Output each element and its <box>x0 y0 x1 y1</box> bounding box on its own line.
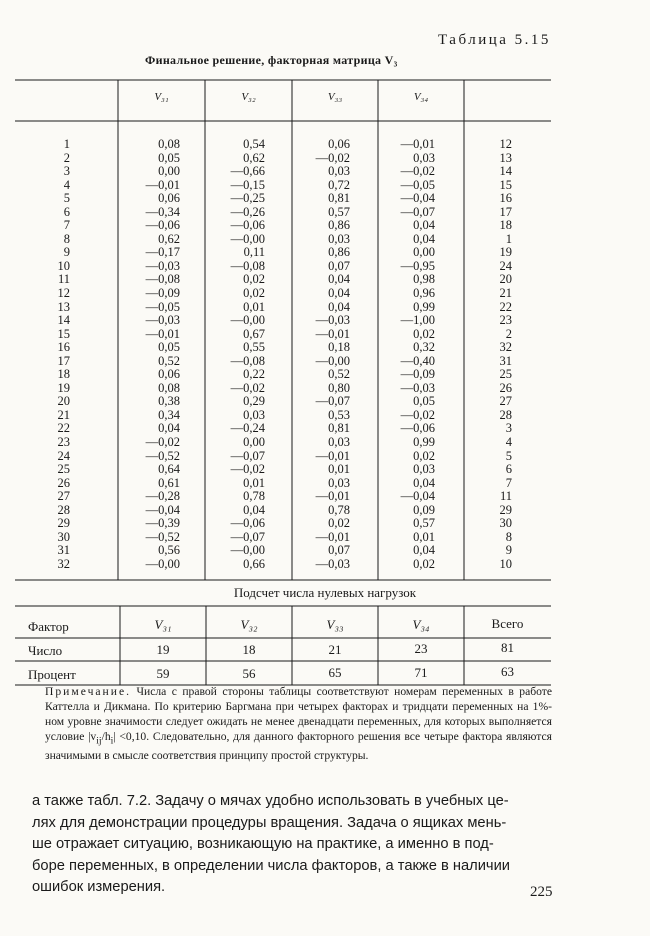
loading-v33: 0,18 <box>328 340 350 355</box>
loading-v33: —0,01 <box>315 529 350 544</box>
loading-v34: 0,02 <box>413 326 435 341</box>
note-text: Числа с правой стороны таблицы соответствуют номерам переменных в работе Каттелла и Дикмана. По критерию Баргмана при четырех факторах и тридцати переменных на 1%-ном уровне значимости следует ожидать не менее двенадцати переменных, для которых выполняется условие |v <box>45 685 552 743</box>
loading-v31: —0,17 <box>145 245 180 260</box>
row-index: 23 <box>57 435 70 450</box>
var-number: 4 <box>505 435 512 450</box>
loading-v31: 0,52 <box>158 353 180 368</box>
loading-v31: —0,05 <box>145 299 180 314</box>
loading-v34: 0,57 <box>413 516 435 531</box>
loading-v33: 0,04 <box>328 286 350 301</box>
row-index: 2 <box>63 150 70 165</box>
row-index: 10 <box>57 258 70 273</box>
loading-v33: 0,57 <box>328 204 350 219</box>
table-title: Финальное решение, факторная матрица V₃ <box>145 53 398 67</box>
loading-v32: 0,00 <box>243 435 265 450</box>
loading-v31: —0,34 <box>145 204 180 219</box>
loading-v32: —0,07 <box>230 529 265 544</box>
count-row-v33: 21 <box>328 642 342 657</box>
var-number: 24 <box>499 258 512 273</box>
loading-v34: 0,99 <box>413 435 435 450</box>
loading-v32: —0,06 <box>230 516 265 531</box>
loading-v33: 0,52 <box>328 367 350 382</box>
var-number: 22 <box>499 299 512 314</box>
loading-v33: 0,04 <box>328 299 350 314</box>
loading-v33: 0,81 <box>328 191 350 206</box>
loading-v34: —1,00 <box>400 313 435 328</box>
loading-v34: 0,04 <box>413 543 435 558</box>
loading-v31: 0,08 <box>158 137 180 151</box>
loading-v34: 0,32 <box>413 340 435 355</box>
loading-v32: 0,11 <box>243 245 265 260</box>
col-var-number <box>480 138 512 572</box>
loading-v32: —0,66 <box>230 164 265 179</box>
percent-row-label: Процент <box>28 667 76 682</box>
loading-v34: 0,01 <box>413 529 435 544</box>
loading-v34: 0,04 <box>413 231 435 246</box>
loading-v32: —0,26 <box>230 204 265 219</box>
row-index: 30 <box>57 529 70 544</box>
loading-v31: —0,04 <box>145 502 180 517</box>
loading-v31: —0,01 <box>145 326 180 341</box>
var-number: 23 <box>499 313 512 328</box>
loading-v31: —0,00 <box>145 556 180 571</box>
var-number: 17 <box>499 204 512 219</box>
row-index: 17 <box>57 353 70 368</box>
var-number: 32 <box>499 340 512 355</box>
loading-v34: 0,03 <box>413 150 435 165</box>
count-row-v32: 18 <box>242 642 256 657</box>
loading-v34: —0,01 <box>400 137 435 151</box>
row-index: 31 <box>57 543 70 558</box>
row-index: 15 <box>57 326 70 341</box>
loading-v32: 0,55 <box>243 340 265 355</box>
count-header-factor: Фактор <box>28 619 69 634</box>
row-index: 11 <box>57 272 70 287</box>
row-index: 28 <box>57 502 70 517</box>
note-label: Примечание. <box>45 685 131 698</box>
loading-v34: 0,00 <box>413 245 435 260</box>
var-number: 16 <box>499 191 512 206</box>
loading-v32: —0,07 <box>230 448 265 463</box>
loading-v34: 0,02 <box>413 448 435 463</box>
var-number: 14 <box>499 164 512 179</box>
loading-v32: 0,29 <box>243 394 265 409</box>
loading-v32: 0,78 <box>243 489 265 504</box>
loading-v33: —0,02 <box>315 150 350 165</box>
var-number: 31 <box>499 353 512 368</box>
loading-v31: 0,04 <box>158 421 180 436</box>
loading-v31: 0,08 <box>158 380 180 395</box>
var-number: 27 <box>499 394 512 409</box>
row-index: 32 <box>57 556 70 571</box>
header-v33: V₃₃ <box>327 91 343 103</box>
row-index: 27 <box>57 489 70 504</box>
loading-v31: —0,03 <box>145 258 180 273</box>
loading-v32: —0,15 <box>230 177 265 192</box>
loading-v34: —0,04 <box>400 191 435 206</box>
header-v32: V₃₂ <box>241 91 256 103</box>
loading-v33: 0,03 <box>328 475 350 490</box>
loading-v32: —0,25 <box>230 191 265 206</box>
loading-v33: —0,03 <box>315 313 350 328</box>
loading-v32: —0,24 <box>230 421 265 436</box>
percent-row-v34: 71 <box>414 665 428 680</box>
row-index: 7 <box>63 218 70 233</box>
row-index: 19 <box>57 380 70 395</box>
loading-v32: 0,02 <box>243 272 265 287</box>
loading-v33: —0,01 <box>315 326 350 341</box>
loading-v34: 0,98 <box>413 272 435 287</box>
var-number: 8 <box>505 529 512 544</box>
loading-v32: —0,02 <box>230 462 265 477</box>
var-number: 26 <box>499 380 512 395</box>
count-header-total: Всего <box>491 616 524 631</box>
loading-v33: —0,01 <box>315 489 350 504</box>
var-number: 28 <box>499 407 512 422</box>
row-index: 12 <box>57 286 70 301</box>
loading-v33: 0,78 <box>328 502 350 517</box>
loading-v34: —0,09 <box>400 367 435 382</box>
note-sub-i: i <box>110 735 114 747</box>
loading-v33: 0,03 <box>328 231 350 246</box>
loading-v33: —0,03 <box>315 556 350 571</box>
loading-v33: 0,86 <box>328 245 350 260</box>
loading-v31: —0,08 <box>145 272 180 287</box>
var-number: 9 <box>505 543 512 558</box>
loading-v31: 0,64 <box>158 462 180 477</box>
percent-row-v32: 56 <box>242 666 256 681</box>
var-number: 10 <box>499 556 512 571</box>
loading-v34: —0,05 <box>400 177 435 192</box>
percent-row-v31: 59 <box>156 666 170 681</box>
loading-v33: 0,72 <box>328 177 350 192</box>
loading-v31: —0,09 <box>145 286 180 301</box>
loading-v31: —0,39 <box>145 516 180 531</box>
loading-v34: 0,05 <box>413 394 435 409</box>
var-number: 15 <box>499 177 512 192</box>
var-number: 3 <box>505 421 512 436</box>
row-index: 21 <box>57 407 70 422</box>
header-v31: V₃₁ <box>154 91 169 103</box>
col-v34 <box>373 138 435 572</box>
var-number: 21 <box>499 286 512 301</box>
loading-v34: 0,04 <box>413 218 435 233</box>
row-index: 4 <box>63 177 70 192</box>
loading-v33: 0,86 <box>328 218 350 233</box>
var-number: 11 <box>499 489 512 504</box>
loading-v33: 0,06 <box>328 137 350 151</box>
loading-v32: 0,02 <box>243 286 265 301</box>
loading-v32: 0,01 <box>243 299 265 314</box>
row-index: 18 <box>57 367 70 382</box>
loading-v31: 0,62 <box>158 231 180 246</box>
row-index: 9 <box>63 245 70 260</box>
loading-v34: —0,07 <box>400 204 435 219</box>
loading-v34: —0,03 <box>400 380 435 395</box>
loading-v32: 0,66 <box>243 556 265 571</box>
col-v32 <box>203 138 265 572</box>
var-number: 30 <box>499 516 512 531</box>
loading-v32: 0,54 <box>243 137 265 151</box>
loading-v34: 0,96 <box>413 286 435 301</box>
note-sub-ij: ij <box>96 735 102 747</box>
loading-v33: 0,04 <box>328 272 350 287</box>
header-v34: V₃₄ <box>413 91 429 103</box>
loading-v31: 0,61 <box>158 475 180 490</box>
var-number: 20 <box>499 272 512 287</box>
body-line: ше отражает ситуацию, возникающую на практике, а именно в под- <box>32 836 494 852</box>
count-header-v31: V₃₁ <box>154 617 172 632</box>
body-line: а также табл. 7.2. Задачу о мячах удобно использовать в учебных це- <box>32 793 509 809</box>
count-row-label: Число <box>28 643 63 658</box>
loading-v32: 0,04 <box>243 502 265 517</box>
count-header-v33: V₃₃ <box>326 617 344 632</box>
row-index: 1 <box>63 137 70 151</box>
body-line: боре переменных, в определении числа факторов, а также в наличии <box>32 857 510 874</box>
loading-v31: 0,05 <box>158 150 180 165</box>
loading-v31: —0,52 <box>145 448 180 463</box>
loading-v34: 0,02 <box>413 556 435 571</box>
row-index: 6 <box>63 204 70 219</box>
loading-v33: 0,80 <box>328 380 350 395</box>
body-line: лях для демонстрации процедуры вращения. Задача о ящиках мень- <box>32 814 507 831</box>
col-v31 <box>118 138 180 572</box>
loading-v31: 0,38 <box>158 394 180 409</box>
var-number: 2 <box>505 326 512 341</box>
row-index: 26 <box>57 475 70 490</box>
loading-v34: 0,03 <box>413 462 435 477</box>
table-label: Таблица 5.15 <box>438 32 551 48</box>
loading-v34: 0,99 <box>413 299 435 314</box>
count-header-v34: V₃₄ <box>412 617 430 632</box>
loading-v33: —0,01 <box>315 448 350 463</box>
loading-v31: 0,06 <box>158 191 180 206</box>
loading-v33: 0,03 <box>328 435 350 450</box>
row-index: 20 <box>57 394 70 409</box>
count-title: Подсчет числа нулевых нагрузок <box>233 585 417 600</box>
note-text-mid: /h <box>101 730 111 743</box>
col-index <box>40 138 70 572</box>
loading-v32: —0,00 <box>230 231 265 246</box>
loading-v34: —0,02 <box>400 164 435 179</box>
var-number: 25 <box>499 367 512 382</box>
loading-v33: 0,53 <box>328 407 350 422</box>
loading-v33: 0,07 <box>328 543 350 558</box>
var-number: 1 <box>505 231 512 246</box>
loading-v32: —0,08 <box>230 258 265 273</box>
loading-v32: 0,67 <box>243 326 265 341</box>
percent-row-v33: 65 <box>328 665 342 680</box>
row-index: 22 <box>57 421 70 436</box>
loading-v32: —0,06 <box>230 218 265 233</box>
loading-v33: 0,01 <box>328 462 350 477</box>
note-text-end: | <0,10. Следовательно, для данного факторного решения все четыре фактора являются значимыми в смысле соответствия принципу простой структуры. <box>45 730 552 763</box>
var-number: 19 <box>499 245 512 260</box>
loading-v31: 0,56 <box>158 543 180 558</box>
count-header-v32: V₃₂ <box>240 617 258 632</box>
loading-v33: —0,07 <box>315 394 350 409</box>
var-number: 18 <box>499 218 512 233</box>
body-text <box>32 791 552 899</box>
loading-v31: —0,06 <box>145 218 180 233</box>
count-row-v34: 23 <box>414 641 428 656</box>
loading-v31: —0,02 <box>145 435 180 450</box>
row-index: 25 <box>57 462 70 477</box>
var-number: 6 <box>505 462 512 477</box>
loading-v34: —0,95 <box>400 258 435 273</box>
loading-v32: 0,22 <box>243 367 265 382</box>
row-index: 29 <box>57 516 70 531</box>
loading-v34: —0,02 <box>400 407 435 422</box>
col-v33 <box>288 138 350 572</box>
count-row-v31: 19 <box>156 642 170 657</box>
loading-v31: 0,05 <box>158 340 180 355</box>
loading-v34: —0,04 <box>400 489 435 504</box>
var-number: 5 <box>505 448 512 463</box>
page-number: 225 <box>530 884 553 900</box>
loading-v32: 0,03 <box>243 407 265 422</box>
var-number: 29 <box>499 502 512 517</box>
loading-v32: —0,02 <box>230 380 265 395</box>
loading-v32: 0,01 <box>243 475 265 490</box>
loading-v31: —0,52 <box>145 529 180 544</box>
loading-v33: 0,81 <box>328 421 350 436</box>
loading-v31: 0,00 <box>158 164 180 179</box>
loading-v31: 0,06 <box>158 367 180 382</box>
var-number: 7 <box>505 475 512 490</box>
loading-v33: 0,03 <box>328 164 350 179</box>
row-index: 14 <box>57 313 70 328</box>
row-index: 3 <box>63 164 70 179</box>
loading-v33: —0,00 <box>315 353 350 368</box>
row-index: 5 <box>63 191 70 206</box>
loading-v33: 0,07 <box>328 258 350 273</box>
loading-v33: 0,02 <box>328 516 350 531</box>
loading-v31: —0,28 <box>145 489 180 504</box>
row-index: 24 <box>57 448 70 463</box>
percent-row-total: 63 <box>501 664 514 679</box>
var-number: 12 <box>499 137 512 151</box>
row-index: 16 <box>57 340 70 355</box>
loading-v32: —0,00 <box>230 313 265 328</box>
loading-v34: 0,09 <box>413 502 435 517</box>
loading-v32: —0,00 <box>230 543 265 558</box>
table-note <box>45 684 552 763</box>
row-index: 13 <box>57 299 70 314</box>
count-row-total: 81 <box>501 640 514 655</box>
loading-v32: 0,62 <box>243 150 265 165</box>
loading-v34: —0,40 <box>400 353 435 368</box>
loading-v32: —0,08 <box>230 353 265 368</box>
loading-v34: 0,04 <box>413 475 435 490</box>
loading-v31: —0,01 <box>145 177 180 192</box>
loading-v31: —0,03 <box>145 313 180 328</box>
var-number: 13 <box>499 150 512 165</box>
loading-v34: —0,06 <box>400 421 435 436</box>
loading-v31: 0,34 <box>158 407 180 422</box>
row-index: 8 <box>63 231 70 246</box>
body-line: ошибок измерения. <box>32 879 166 895</box>
